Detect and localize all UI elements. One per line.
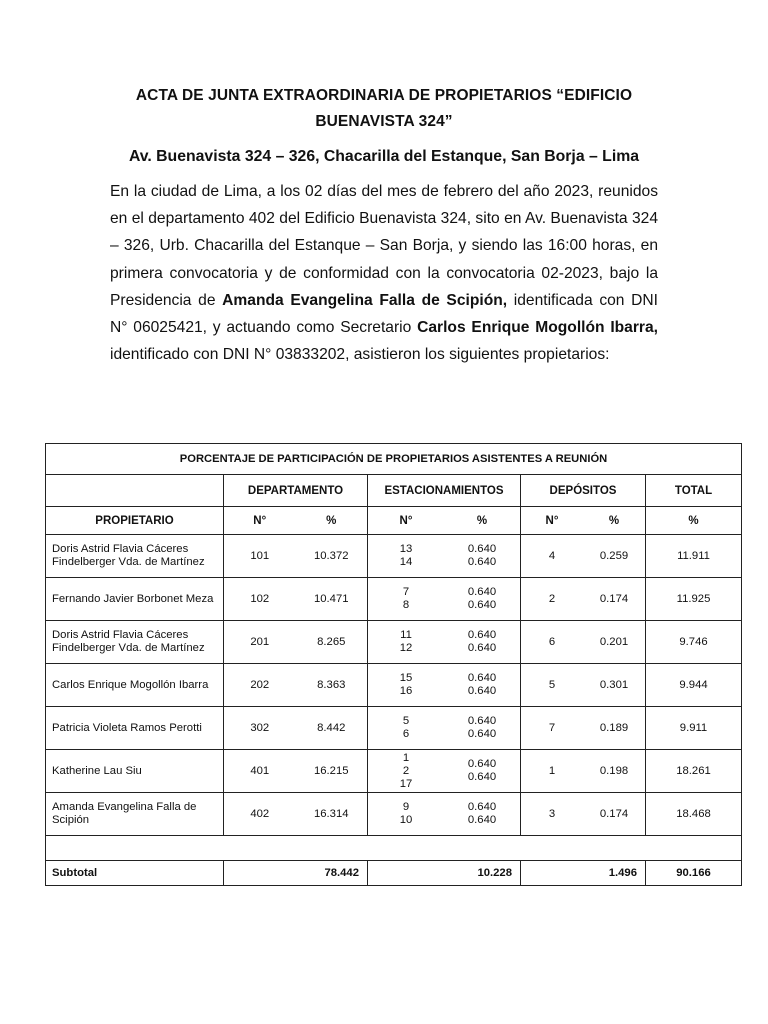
- depositos-cell: [521, 664, 646, 707]
- header-blank: [46, 475, 224, 507]
- subheader-num: N°: [545, 514, 559, 527]
- parking-number: 17: [399, 777, 413, 790]
- header-depositos: DEPÓSITOS: [521, 475, 646, 507]
- depo-number: 4: [548, 550, 556, 562]
- owner-name: Katherine Lau Siu: [46, 750, 224, 793]
- parking-numbers: [368, 715, 444, 741]
- estacionamientos-cell: [368, 750, 521, 793]
- parking-pct: 0.640: [467, 771, 497, 783]
- parking-pcts: [444, 715, 520, 741]
- table-row: [46, 578, 742, 621]
- depo-number: 1: [548, 765, 556, 777]
- title-line-2: BUENAVISTA 324”: [315, 113, 453, 130]
- parking-pct: 0.640: [467, 556, 497, 568]
- parking-pct: 0.640: [467, 672, 497, 684]
- owner-name: Fernando Javier Borbonet Meza: [46, 578, 224, 621]
- depositos-cell: [521, 578, 646, 621]
- empty-row: [46, 836, 742, 861]
- subtotal-row: [46, 861, 742, 886]
- president-name: Amanda Evangelina Falla de Scipión,: [222, 291, 508, 309]
- dep-pct: 8.363: [317, 679, 346, 691]
- parking-pcts: [444, 758, 520, 784]
- table-row: [46, 793, 742, 836]
- table-row: [46, 535, 742, 578]
- parking-pcts: [444, 801, 520, 827]
- departamento-cell: [224, 793, 368, 836]
- subtotal-label: Subtotal: [46, 861, 224, 886]
- dep-number: 302: [250, 722, 270, 734]
- dep-pct: 10.372: [313, 550, 349, 562]
- parking-number: 6: [402, 728, 410, 740]
- paragraph-text-1: En la ciudad de Lima, a los 02 días del mes de febrero del año 2023, reunidos en el departamento 402 del Edificio Buenavista 324, sito en Av. Buenavista 324 – 326, Urb. Chacarilla del Estanque – San Borja, y siendo las 16:00 horas, en primera convocatoria y de conformidad con la convocatoria 02-2023, bajo la Presidencia de: [110, 183, 658, 309]
- participation-table: [45, 443, 742, 886]
- total-pct: 9.944: [646, 664, 742, 707]
- paragraph-text-2: identificada con DNI N° 06025421, y actuando como Secretario: [110, 291, 658, 337]
- dep-number: 402: [250, 808, 270, 820]
- parking-number: 9: [402, 801, 410, 813]
- document-address: Av. Buenavista 324 – 326, Chacarilla del Estanque, San Borja – Lima: [128, 148, 640, 165]
- owner-name: Carlos Enrique Mogollón Ibarra: [46, 664, 224, 707]
- total-pct: 18.261: [646, 750, 742, 793]
- owner-name: Doris Astrid Flavia Cáceres Findelberger Vda. de Martínez: [46, 621, 224, 664]
- dep-number: 102: [250, 593, 270, 605]
- parking-pcts: [444, 543, 520, 569]
- parking-numbers: [368, 672, 444, 698]
- header-departamento: DEPARTAMENTO: [224, 475, 368, 507]
- total-pct: 9.746: [646, 621, 742, 664]
- subtotal-total: 90.166: [646, 861, 742, 886]
- parking-number: 15: [399, 672, 413, 684]
- depo-pct: 0.174: [599, 593, 629, 605]
- departamento-cell: [224, 535, 368, 578]
- table-row: [46, 750, 742, 793]
- estacionamientos-cell: [368, 535, 521, 578]
- title-line-1: ACTA DE JUNTA EXTRAORDINARIA DE PROPIETARIOS “EDIFICIO: [135, 87, 633, 104]
- parking-numbers: [368, 752, 444, 791]
- parking-numbers: [368, 801, 444, 827]
- dep-pct: 8.265: [317, 636, 346, 648]
- estacionamientos-cell: [368, 664, 521, 707]
- secretary-name: Carlos Enrique Mogollón Ibarra,: [417, 319, 658, 337]
- parking-number: 16: [399, 685, 413, 697]
- subheader-departamento: [224, 507, 368, 535]
- parking-pct: 0.640: [467, 642, 497, 654]
- departamento-cell: [224, 578, 368, 621]
- depositos-cell: [521, 793, 646, 836]
- parking-number: 1: [402, 751, 410, 764]
- table-row: [46, 621, 742, 664]
- subtotal-est-pct: 10.228: [477, 867, 512, 879]
- dep-pct: 16.215: [313, 765, 349, 777]
- dep-number: 201: [250, 636, 270, 648]
- depo-number: 3: [548, 808, 556, 820]
- parking-number: 7: [402, 586, 410, 598]
- parking-pct: 0.640: [467, 814, 497, 826]
- parking-pct: 0.640: [467, 629, 497, 641]
- parking-pct: 0.640: [467, 599, 497, 611]
- paragraph-text-3: identificado con DNI N° 03833202, asistieron los siguientes propietarios:: [110, 346, 610, 364]
- subheader-pct: %: [476, 514, 488, 527]
- parking-number: 5: [402, 715, 410, 727]
- parking-pct: 0.640: [467, 543, 497, 555]
- owner-name: Amanda Evangelina Falla de Scipión: [46, 793, 224, 836]
- subheader-depositos: [521, 507, 646, 535]
- table-row: [46, 707, 742, 750]
- depo-pct: 0.189: [599, 722, 629, 734]
- parking-pcts: [444, 629, 520, 655]
- parking-numbers: [368, 543, 444, 569]
- parking-number: 11: [400, 629, 412, 641]
- subtotal-depositos: [521, 861, 646, 886]
- depo-number: 5: [548, 679, 556, 691]
- parking-number: 8: [402, 599, 410, 611]
- intro-paragraph: [110, 178, 658, 368]
- owner-name: Patricia Violeta Ramos Perotti: [46, 707, 224, 750]
- total-pct: 11.911: [646, 535, 742, 578]
- subheader-num: N°: [253, 514, 267, 527]
- total-pct: 9.911: [646, 707, 742, 750]
- subtotal-estacionamientos: [368, 861, 521, 886]
- table-row: [46, 664, 742, 707]
- depo-pct: 0.198: [599, 765, 629, 777]
- depo-pct: 0.174: [599, 808, 629, 820]
- dep-pct: 8.442: [317, 722, 346, 734]
- parking-pct: 0.640: [467, 685, 497, 697]
- parking-number: 12: [399, 642, 413, 654]
- departamento-cell: [224, 621, 368, 664]
- empty-cell: [46, 836, 742, 861]
- dep-pct: 16.314: [313, 808, 349, 820]
- estacionamientos-cell: [368, 621, 521, 664]
- parking-numbers: [368, 586, 444, 612]
- dep-number: 401: [250, 765, 270, 777]
- subtotal-departamento: [224, 861, 368, 886]
- estacionamientos-cell: [368, 578, 521, 621]
- subheader-num: N°: [399, 514, 413, 527]
- depositos-cell: [521, 621, 646, 664]
- depo-number: 7: [548, 722, 556, 734]
- dep-number: 202: [250, 679, 270, 691]
- estacionamientos-cell: [368, 793, 521, 836]
- subtotal-dep-pct: 78.442: [324, 867, 359, 879]
- depo-pct: 0.301: [599, 679, 629, 691]
- departamento-cell: [224, 750, 368, 793]
- parking-pct: 0.640: [467, 715, 497, 727]
- parking-pcts: [444, 586, 520, 612]
- depositos-cell: [521, 750, 646, 793]
- depositos-cell: [521, 535, 646, 578]
- parking-pct: 0.640: [467, 801, 497, 813]
- depo-pct: 0.201: [599, 636, 629, 648]
- parking-pct: 0.640: [467, 728, 497, 740]
- depo-number: 6: [548, 636, 556, 648]
- total-pct: 11.925: [646, 578, 742, 621]
- document-title: [100, 83, 668, 135]
- subheader-estacionamientos: [368, 507, 521, 535]
- subheader-pct: %: [326, 514, 337, 527]
- departamento-cell: [224, 707, 368, 750]
- depositos-cell: [521, 707, 646, 750]
- estacionamientos-cell: [368, 707, 521, 750]
- depo-pct: 0.259: [599, 550, 629, 562]
- header-total: TOTAL: [646, 475, 742, 507]
- parking-pct: 0.640: [467, 586, 497, 598]
- table-title: PORCENTAJE DE PARTICIPACIÓN DE PROPIETARIOS ASISTENTES A REUNIÓN: [46, 444, 742, 475]
- header-propietario: PROPIETARIO: [46, 507, 224, 535]
- subheader-total-pct: %: [646, 507, 742, 535]
- parking-number: 14: [399, 556, 413, 568]
- parking-numbers: [368, 629, 444, 655]
- subheader-pct: %: [608, 514, 620, 527]
- dep-pct: 10.471: [313, 593, 349, 605]
- parking-pct: 0.640: [467, 758, 497, 770]
- subtotal-depo-pct: 1.496: [608, 867, 637, 879]
- dep-number: 101: [250, 550, 270, 562]
- parking-number: 10: [399, 814, 413, 826]
- total-pct: 18.468: [646, 793, 742, 836]
- parking-pcts: [444, 672, 520, 698]
- depo-number: 2: [548, 593, 556, 605]
- owner-name: Doris Astrid Flavia Cáceres Findelberger Vda. de Martínez: [46, 535, 224, 578]
- header-estacionamientos: ESTACIONAMIENTOS: [368, 475, 521, 507]
- departamento-cell: [224, 664, 368, 707]
- parking-number: 13: [399, 543, 413, 555]
- parking-number: 2: [402, 764, 410, 777]
